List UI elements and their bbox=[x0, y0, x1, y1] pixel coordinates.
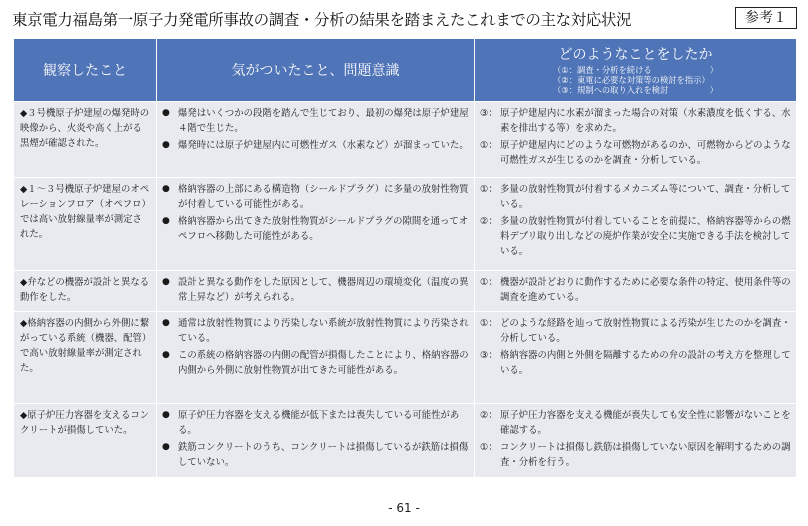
list-item: ③： 原子炉建屋内に水素が溜まった場合の対策（水素濃度を低くする、水素を排出する等）を求めた。 bbox=[480, 108, 791, 134]
header-actions-legend bbox=[553, 65, 718, 95]
list-item: ● 格納容器から出てきた放射性物質がシールドプラグの隙間を通ってオペフロへ移動した可能性がある。 bbox=[162, 216, 469, 242]
observed-cell: ◆３号機原子炉建屋の爆発時の映像から、火炎や高く上がる黒煙が確認された。 bbox=[14, 102, 157, 178]
list-item: ● 格納容器の上部にある構造物（シールドプラグ）に多量の放射性物質が付着している可能性がある。 bbox=[162, 184, 469, 210]
noticed-cell bbox=[157, 102, 475, 178]
observed-cell: ◆原子炉圧力容器を支えるコンクリートが損傷していた。 bbox=[14, 404, 157, 478]
bullet-icon: ● bbox=[162, 108, 170, 118]
header-actions bbox=[475, 39, 797, 102]
bullet-icon: ● bbox=[162, 140, 170, 150]
list-item: ②： 多量の放射性物質が付着していることを前提に、格納容器等からの燃料デブリ取り出しなどの廃炉作業が安全に実施できる手法を検討している。 bbox=[480, 216, 791, 257]
list-item: ● 通常は放射性物質により汚染しない系統が放射性物質により汚染されている。 bbox=[162, 318, 469, 344]
reference-badge: 参考１ bbox=[735, 7, 797, 29]
list-item: ● 爆発はいくつかの段階を踏んで生じており、最初の爆発は原子炉建屋４階で生じた。 bbox=[162, 108, 469, 134]
noticed-cell bbox=[157, 312, 475, 404]
table-row bbox=[14, 178, 797, 271]
list-item: ③： 格納容器の内側と外側を隔離するための弁の設計の考え方を整理している。 bbox=[480, 350, 791, 376]
list-item: ①： 多量の放射性物質が付着するメカニズム等について、調査・分析している。 bbox=[480, 184, 791, 210]
status-table bbox=[13, 38, 797, 478]
list-item: ②： 原子炉圧力容器を支える機能が喪失しても安全性に影響がないことを確認する。 bbox=[480, 410, 791, 436]
bullet-icon: ● bbox=[162, 350, 170, 360]
header-noticed: 気がついたこと、問題意識 bbox=[157, 39, 475, 102]
table-row bbox=[14, 271, 797, 312]
page-title: 東京電力福島第一原子力発電所事故の調査・分析の結果を踏まえたこれまでの主な対応状況 bbox=[12, 11, 632, 29]
list-item: ①： 機器が設計どおりに動作するために必要な条件の特定、使用条件等の調査を進めている。 bbox=[480, 277, 791, 303]
actions-cell bbox=[475, 102, 797, 178]
table-row bbox=[14, 404, 797, 478]
bullet-icon: ● bbox=[162, 184, 170, 194]
list-item: ①： どのような経路を辿って放射性物質による汚染が生じたのかを調査・分析している。 bbox=[480, 318, 791, 344]
header-observed: 観察したこと bbox=[14, 39, 157, 102]
list-item: ①： コンクリートは損傷し鉄筋は損傷していない原因を解明するための調査・分析を行う。 bbox=[480, 442, 791, 468]
bullet-icon: ● bbox=[162, 410, 170, 420]
list-item: ● 鉄筋コンクリートのうち、コンクリートは損傷しているが鉄筋は損傷していない。 bbox=[162, 442, 469, 468]
actions-cell bbox=[475, 271, 797, 312]
bullet-icon: ● bbox=[162, 216, 170, 226]
list-item: ● この系統の格納容器の内側の配管が損傷したことにより、格納容器の内側から外側に放射性物質が出てきた可能性がある。 bbox=[162, 350, 469, 376]
noticed-cell bbox=[157, 404, 475, 478]
list-item: ● 設計と異なる動作をした原因として、機器周辺の環境変化（温度の異常上昇など）が考えられる。 bbox=[162, 277, 469, 303]
bullet-icon: ● bbox=[162, 318, 170, 328]
bullet-icon: ● bbox=[162, 277, 170, 287]
table-row bbox=[14, 102, 797, 178]
header-actions-title: どのようなことをしたか bbox=[558, 46, 713, 63]
list-item: ● 爆発時には原子炉建屋内に可燃性ガス（水素など）が溜まっていた。 bbox=[162, 140, 469, 151]
list-item: ①： 原子炉建屋内にどのような可燃物があるのか、可燃物からどのような可燃性ガスが生じるのかを調査・分析している。 bbox=[480, 140, 791, 166]
bullet-icon: ● bbox=[162, 442, 170, 452]
legend-line: （③：規制への取り入れを検討 ） bbox=[552, 84, 719, 95]
actions-cell bbox=[475, 404, 797, 478]
noticed-cell bbox=[157, 271, 475, 312]
noticed-cell bbox=[157, 178, 475, 271]
actions-cell bbox=[475, 178, 797, 271]
legend-line: （①：調査・分析を続ける ） bbox=[552, 64, 719, 75]
page-number: - 61 - bbox=[388, 501, 420, 515]
table-header-row bbox=[14, 39, 797, 102]
legend-line: （②：東電に必要な対策等の検討を指示） bbox=[552, 74, 710, 85]
table-row bbox=[14, 312, 797, 404]
list-item: ● 原子炉圧力容器を支える機能が低下または喪失している可能性がある。 bbox=[162, 410, 460, 436]
actions-cell bbox=[475, 312, 797, 404]
observed-cell: ◆弁などの機器が設計と異なる動作をした。 bbox=[14, 271, 157, 312]
observed-cell: ◆１～３号機原子炉建屋のオペレーションフロア（オペフロ）では高い放射線量率が測定された。 bbox=[14, 178, 157, 271]
observed-cell: ◆格納容器の内側から外側に繋がっている系統（機器、配管）で高い放射線量率が測定された。 bbox=[14, 312, 157, 404]
